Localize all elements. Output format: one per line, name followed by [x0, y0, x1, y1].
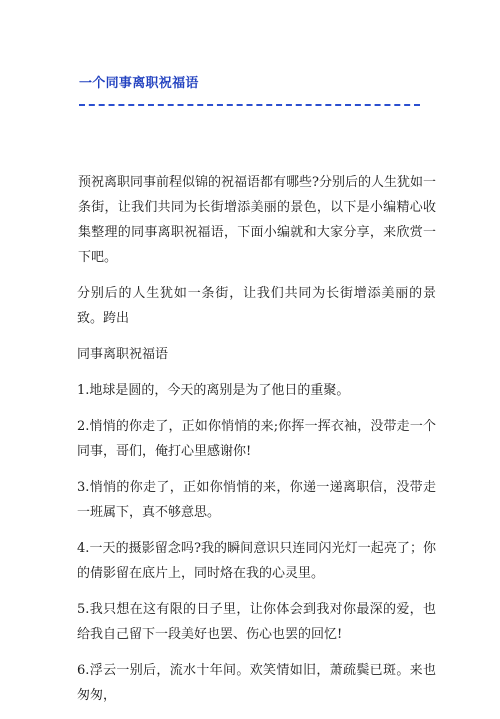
title-divider: [79, 104, 420, 106]
document-body: [68, 170, 436, 719]
section-heading: 同事离职祝福语: [77, 347, 169, 362]
blessing-item: 3.悄悄的你走了，正如你悄悄的来，你递一递离职信，没带走一班属下，真不够意思。: [77, 480, 436, 520]
document-title: 一个同事离职祝福语: [79, 76, 199, 91]
blessing-item: 6.浮云一别后，流水十年间。欢笑情如旧，萧疏鬓已斑。来也匆匆，: [77, 663, 436, 703]
blessing-item: 2.悄悄的你走了，正如你悄悄的来;你挥一挥衣袖，没带走一个同事，哥们，俺打心里感谢你!: [77, 419, 436, 459]
blessing-item: 5.我只想在这有限的日子里，让你体会到我对你最深的爱，也给我自己留下一段美好也罢、伤心也罢的回忆!: [77, 602, 436, 642]
intro-paragraph: 预祝离职同事前程似锦的祝福语都有哪些?分别后的人生犹如一条街，让我们共同为长街增添美丽的景色，以下是小编精心收集整理的同事离职祝福语，下面小编就和大家分享，来欣赏一下吧。: [78, 175, 436, 265]
blessing-item: 1.地球是圆的，今天的离别是为了他日的重聚。: [77, 383, 350, 398]
lead-paragraph: 分别后的人生犹如一条街，让我们共同为长街增添美丽的景致。跨出: [77, 286, 436, 326]
blessing-item: 4.一天的摄影留念吗?我的瞬间意识只连同闪光灯一起亮了；你的倩影留在底片上，同时烙在我的心灵里。: [77, 541, 436, 581]
